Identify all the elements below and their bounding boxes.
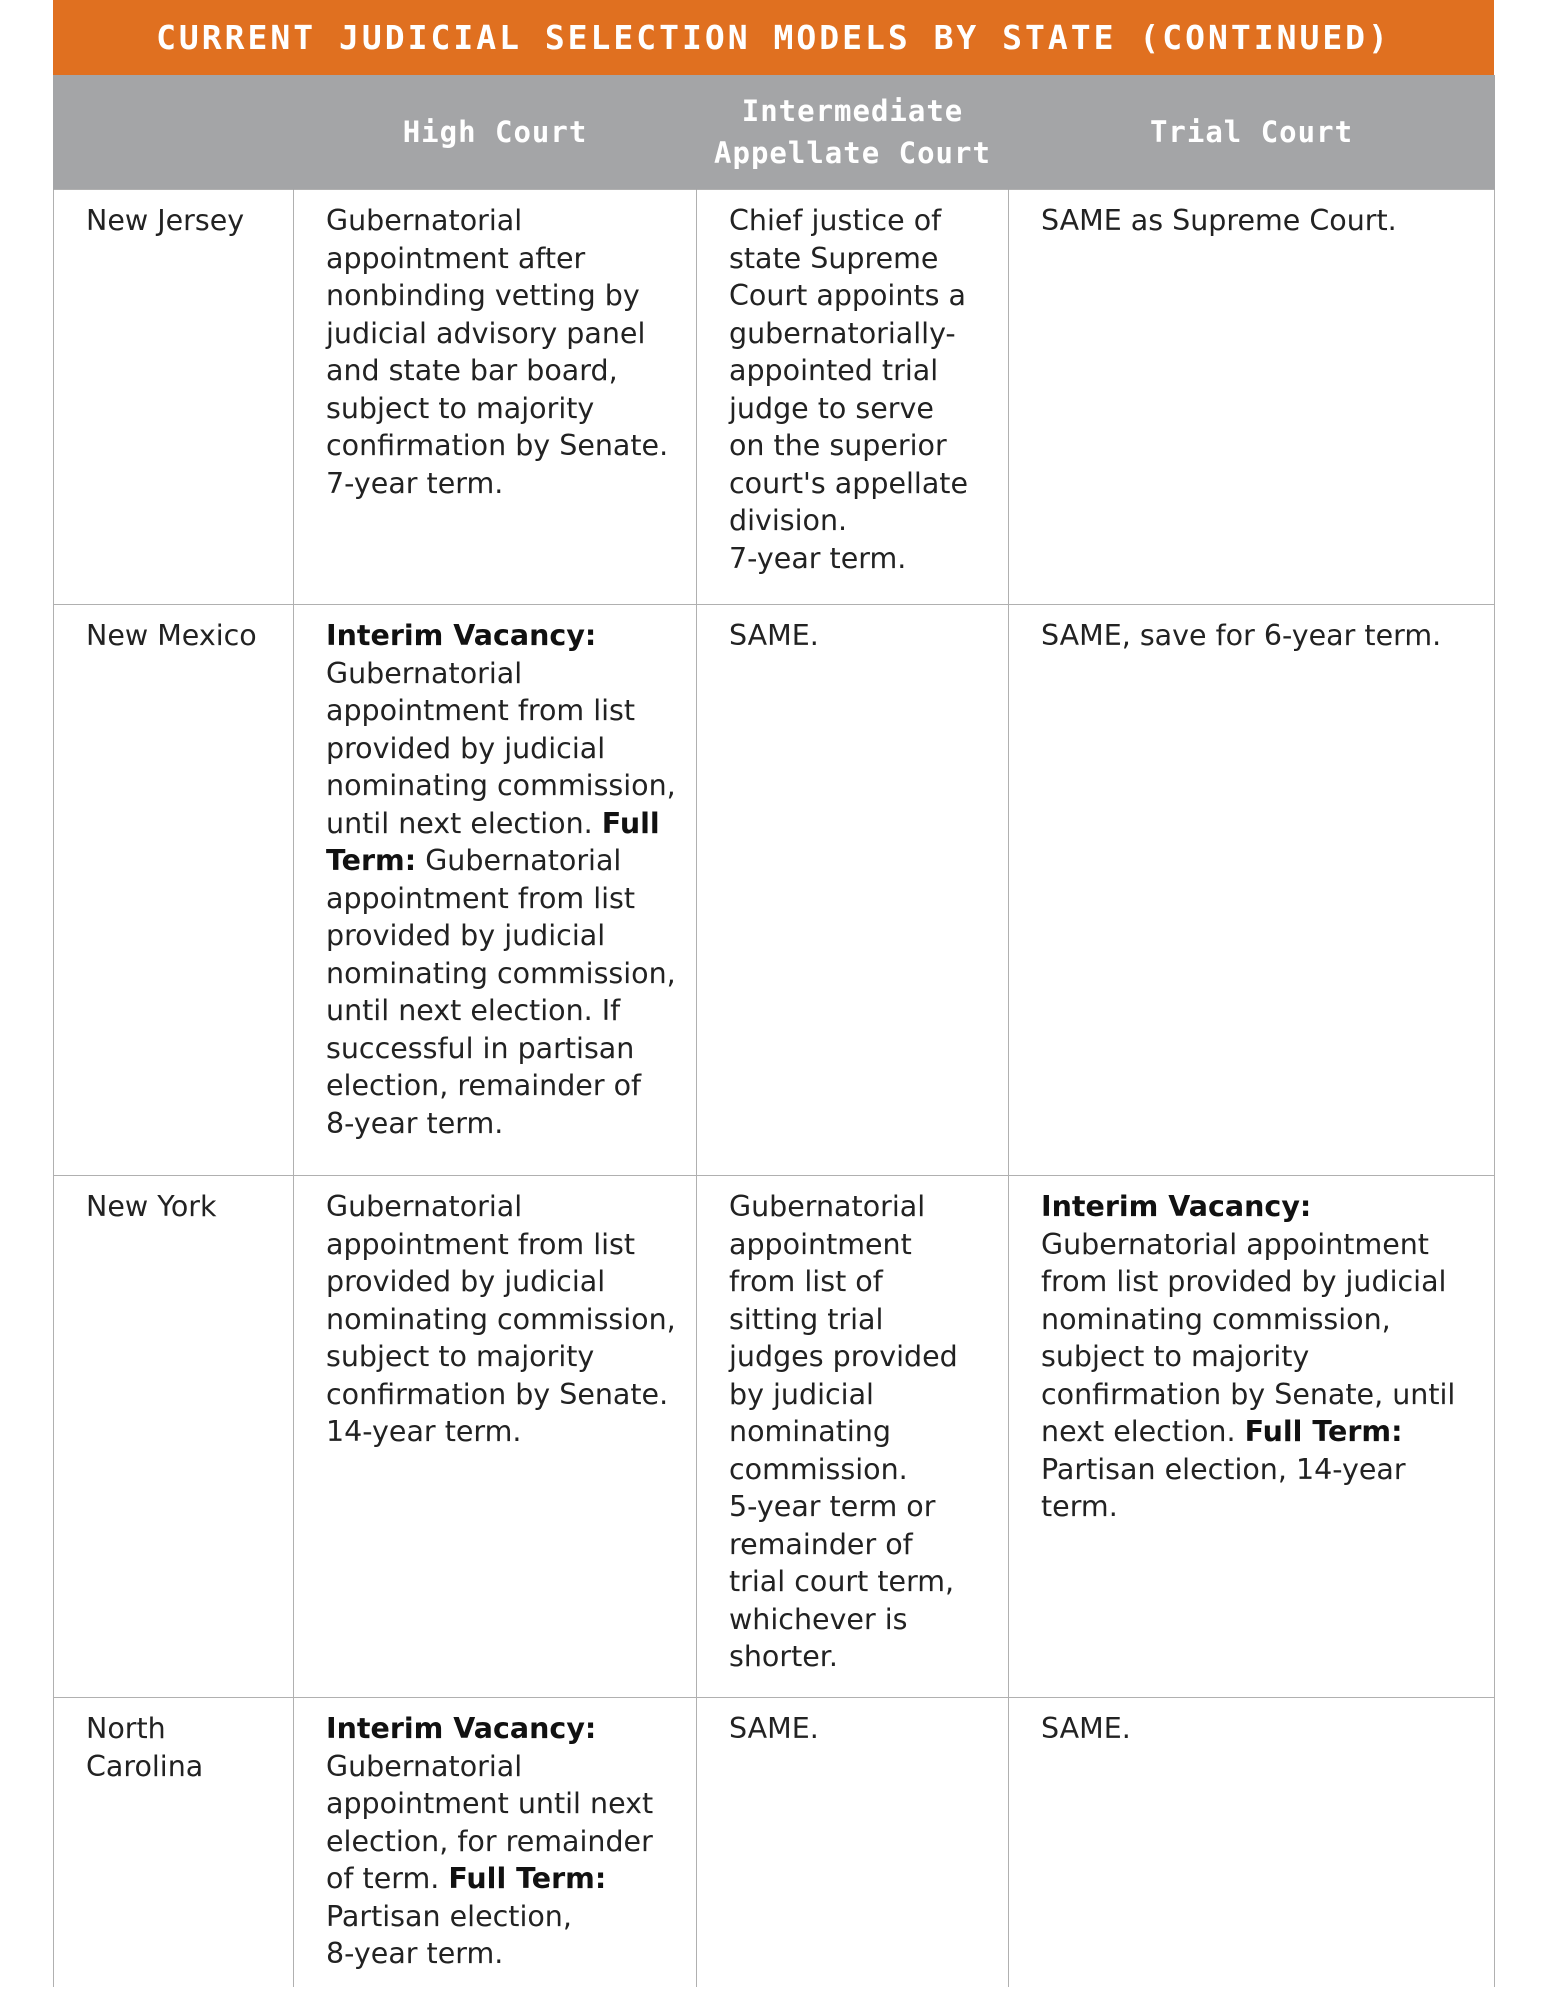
high-court-cell bbox=[294, 605, 697, 1176]
header-high-court: High Court bbox=[294, 75, 697, 190]
table-row bbox=[54, 1698, 1495, 1987]
state-cell bbox=[54, 190, 294, 605]
state-cell bbox=[54, 1698, 294, 1987]
state-name: North Carolina bbox=[86, 1712, 204, 1783]
state-name: New Mexico bbox=[86, 619, 257, 652]
state-name: New York bbox=[86, 1190, 217, 1223]
interim-vacancy-label: Interim Vacancy: bbox=[326, 1712, 597, 1745]
full-term-text: Partisan election, 8-year term. bbox=[326, 1899, 572, 1970]
high-court-text: Gubernatorial appointment from list provided by judicial nominating commission, subject to majority confirmation by Senate. 14-year term. bbox=[326, 1190, 676, 1448]
high-court-cell bbox=[294, 1698, 697, 1987]
interim-vacancy-text: Gubernatorial appointment from list provided by judicial nominating commission, until next election. bbox=[326, 656, 676, 840]
full-term-label: Full Term: bbox=[326, 806, 660, 877]
trial-court-cell bbox=[1009, 1698, 1495, 1987]
trial-court-text: SAME, save for 6-year term. bbox=[1041, 619, 1442, 652]
high-court-cell bbox=[294, 1176, 697, 1698]
table-title-banner: CURRENT JUDICIAL SELECTION MODELS BY STATE (CONTINUED) bbox=[53, 0, 1494, 75]
trial-court-text: SAME. bbox=[1041, 1712, 1131, 1745]
intermediate-court-cell bbox=[697, 1176, 1009, 1698]
interim-vacancy-label: Interim Vacancy: bbox=[326, 619, 597, 652]
intermediate-court-text: Chief justice of state Supreme Court appoints a gubernatorially- appointed trial judge to serve on the superior court's appellate division. 7-year term. bbox=[729, 204, 968, 575]
trial-court-cell bbox=[1009, 190, 1495, 605]
trial-court-cell bbox=[1009, 1176, 1495, 1698]
header-intermediate-line1: Intermediate bbox=[741, 94, 964, 128]
state-cell bbox=[54, 1176, 294, 1698]
header-intermediate-line2: Appellate Court bbox=[714, 136, 991, 170]
document-page bbox=[53, 0, 1494, 2000]
header-row bbox=[54, 75, 1495, 190]
full-term-text: Partisan election, 14-year term. bbox=[1041, 1452, 1406, 1523]
table-row bbox=[54, 605, 1495, 1176]
full-term-text: Gubernatorial appointment from list provided by judicial nominating commission, until next election. If successful in partisan election, remainder of 8-year term. bbox=[326, 844, 676, 1140]
table-row bbox=[54, 190, 1495, 605]
header-trial-court: Trial Court bbox=[1009, 75, 1495, 190]
judicial-selection-table bbox=[53, 75, 1495, 1987]
intermediate-court-cell bbox=[697, 190, 1009, 605]
table-row bbox=[54, 1176, 1495, 1698]
trial-court-cell bbox=[1009, 605, 1495, 1176]
intermediate-court-cell bbox=[697, 1698, 1009, 1987]
intermediate-court-cell bbox=[697, 605, 1009, 1176]
intermediate-court-text: SAME. bbox=[729, 1712, 819, 1745]
state-cell bbox=[54, 605, 294, 1176]
interim-vacancy-text: Gubernatorial appointment until next election, for remainder of term. bbox=[326, 1749, 654, 1895]
intermediate-court-text: SAME. bbox=[729, 619, 819, 652]
trial-court-text: SAME as Supreme Court. bbox=[1041, 204, 1397, 237]
interim-vacancy-text: Gubernatorial appointment from list provided by judicial nominating commission, subject to majority confirmation by Senate, until next election. bbox=[1041, 1227, 1456, 1448]
full-term-label: Full Term: bbox=[1244, 1415, 1403, 1448]
intermediate-court-text: Gubernatorial appointment from list of sitting trial judges provided by judicial nominating commission. 5-year term or remainder of trial court term, whichever is shorter. bbox=[729, 1190, 958, 1673]
interim-vacancy-label: Interim Vacancy: bbox=[1041, 1190, 1312, 1223]
high-court-cell bbox=[294, 190, 697, 605]
header-intermediate-court bbox=[697, 75, 1009, 190]
full-term-label: Full Term: bbox=[448, 1862, 607, 1895]
state-name: New Jersey bbox=[86, 204, 245, 237]
high-court-text: Gubernatorial appointment after nonbinding vetting by judicial advisory panel and state bar board, subject to majority confirmation by Senate. 7-year term. bbox=[326, 204, 669, 500]
header-state bbox=[54, 75, 294, 190]
